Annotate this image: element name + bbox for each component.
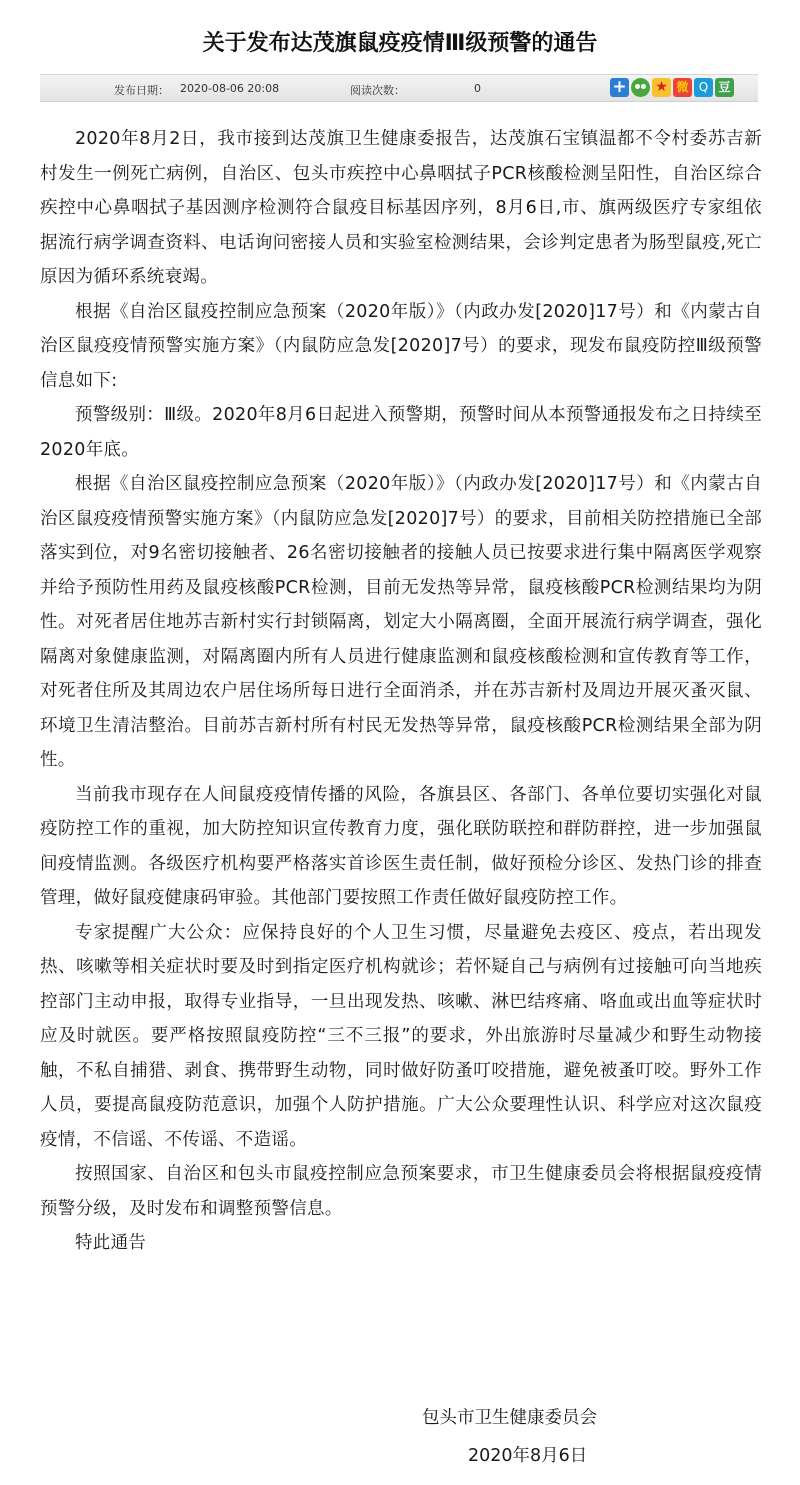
weibo-icon[interactable]: 微 <box>673 78 692 97</box>
paragraph-incident: 2020年8月2日，我市接到达茂旗卫生健康委报告，达茂旗石宝镇温都不令村委苏吉新村发生一例死亡病例，自治区、包头市疾控中心鼻咽拭子PCR核酸检测呈阳性，自治区综合疾控中心鼻咽拭子基因测序检测符合鼠疫目标基因序列，8月6日,市、旗两级医疗专家组依据流行病学调查资料、电话询问密接人员和实验室检测结果，会诊判定患者为肠型鼠疫,死亡原因为循环系统衰竭。 <box>40 129 762 287</box>
views-label: 阅读次数： <box>350 84 405 97</box>
publish-date-label: 发布日期： <box>114 84 169 97</box>
qzone-icon[interactable]: ★ <box>652 78 671 97</box>
signature-organization: 包头市卫生健康委员会 <box>422 1408 597 1428</box>
article-body <box>40 122 762 1261</box>
paragraph-basis: 根据《自治区鼠疫控制应急预案（2020年版）》（内政办发[2020]17号）和《内蒙古自治区鼠疫疫情预警实施方案》（内鼠防应急发[2020]7号）的要求，现发布鼠疫防控Ⅲ级预警信息如下: <box>40 301 762 391</box>
paragraph-expert-advice: 专家提醒广大公众：应保持良好的个人卫生习惯，尽量避免去疫区、疫点，若出现发热、咳嗽等相关症状时要及时到指定医疗机构就诊；若怀疑自己与病例有过接触可向当地疾控部门主动申报，取得专业指导，一旦出现发热、咳嗽、淋巴结疼痛、咯血或出血等症状时应及时就医。要严格按照鼠疫防控“三不三报”的要求，外出旅游时尽量减少和野生动物接触，不私自捕猎、剥食、携带野生动物，同时做好防蚤叮咬措施，避免被蚤叮咬。野外工作人员，要提高鼠疫防范意识，加强个人防护措施。广大公众要理性认识、科学应对这次鼠疫疫情，不信谣、不传谣、不造谣。 <box>40 922 762 1150</box>
paragraph-closing: 特此通告 <box>75 1233 147 1253</box>
wechat-icon[interactable] <box>631 78 650 97</box>
article-title: 关于发布达茂旗鼠疫疫情Ⅲ级预警的通告 <box>202 31 598 56</box>
views-count: 0 <box>474 82 481 95</box>
douban-icon[interactable]: 豆 <box>715 78 734 97</box>
paragraph-risk: 当前我市现存在人间鼠疫疫情传播的风险，各旗县区、各部门、各单位要切实强化对鼠疫防控工作的重视，加大防控知识宣传教育力度，强化联防联控和群防群控，进一步加强鼠间疫情监测。各级医疗机构要严格落实首诊医生责任制，做好预检分诊区、发热门诊的排查管理，做好鼠疫健康码审验。其他部门要按照工作责任做好鼠疫防控工作。 <box>40 784 762 908</box>
paragraph-release: 按照国家、自治区和包头市鼠疫控制应急预案要求，市卫生健康委员会将根据鼠疫疫情预警分级，及时发布和调整预警信息。 <box>40 1164 762 1219</box>
signature-date: 2020年8月6日 <box>468 1446 588 1466</box>
paragraph-measures: 根据《自治区鼠疫控制应急预案（2020年版）》（内政办发[2020]17号）和《内蒙古自治区鼠疫疫情预警实施方案》（内鼠防应急发[2020]7号）的要求，目前相关防控措施已全部落实到位，对9名密切接触者、26名密切接触者的接触人员已按要求进行集中隔离医学观察并给予预防性用药及鼠疫核酸PCR检测，目前无发热等异常，鼠疫核酸PCR检测结果均为阴性。对死者居住地苏吉新村实行封锁隔离，划定大小隔离圈，全面开展流行病学调查，强化隔离对象健康监测，对隔离圈内所有人员进行健康监测和鼠疫核酸检测和宣传教育等工作，对死者住所及其周边农户居住场所每日进行全面消杀，并在苏吉新村及周边开展灭蚤灭鼠、环境卫生清洁整治。目前苏吉新村所有村民无发热等异常，鼠疫核酸PCR检测结果全部为阴性。 <box>40 474 762 770</box>
article-meta-bar <box>40 74 758 102</box>
paragraph-warning-level: 预警级别：Ⅲ级。2020年8月6日起进入预警期，预警时间从本预警通报发布之日持续至2020年底。 <box>40 405 762 460</box>
share-plus-icon[interactable]: + <box>610 78 629 97</box>
tencent-weibo-icon[interactable]: Q <box>694 78 713 97</box>
publish-date-value: 2020-08-06 20:08 <box>180 82 280 95</box>
